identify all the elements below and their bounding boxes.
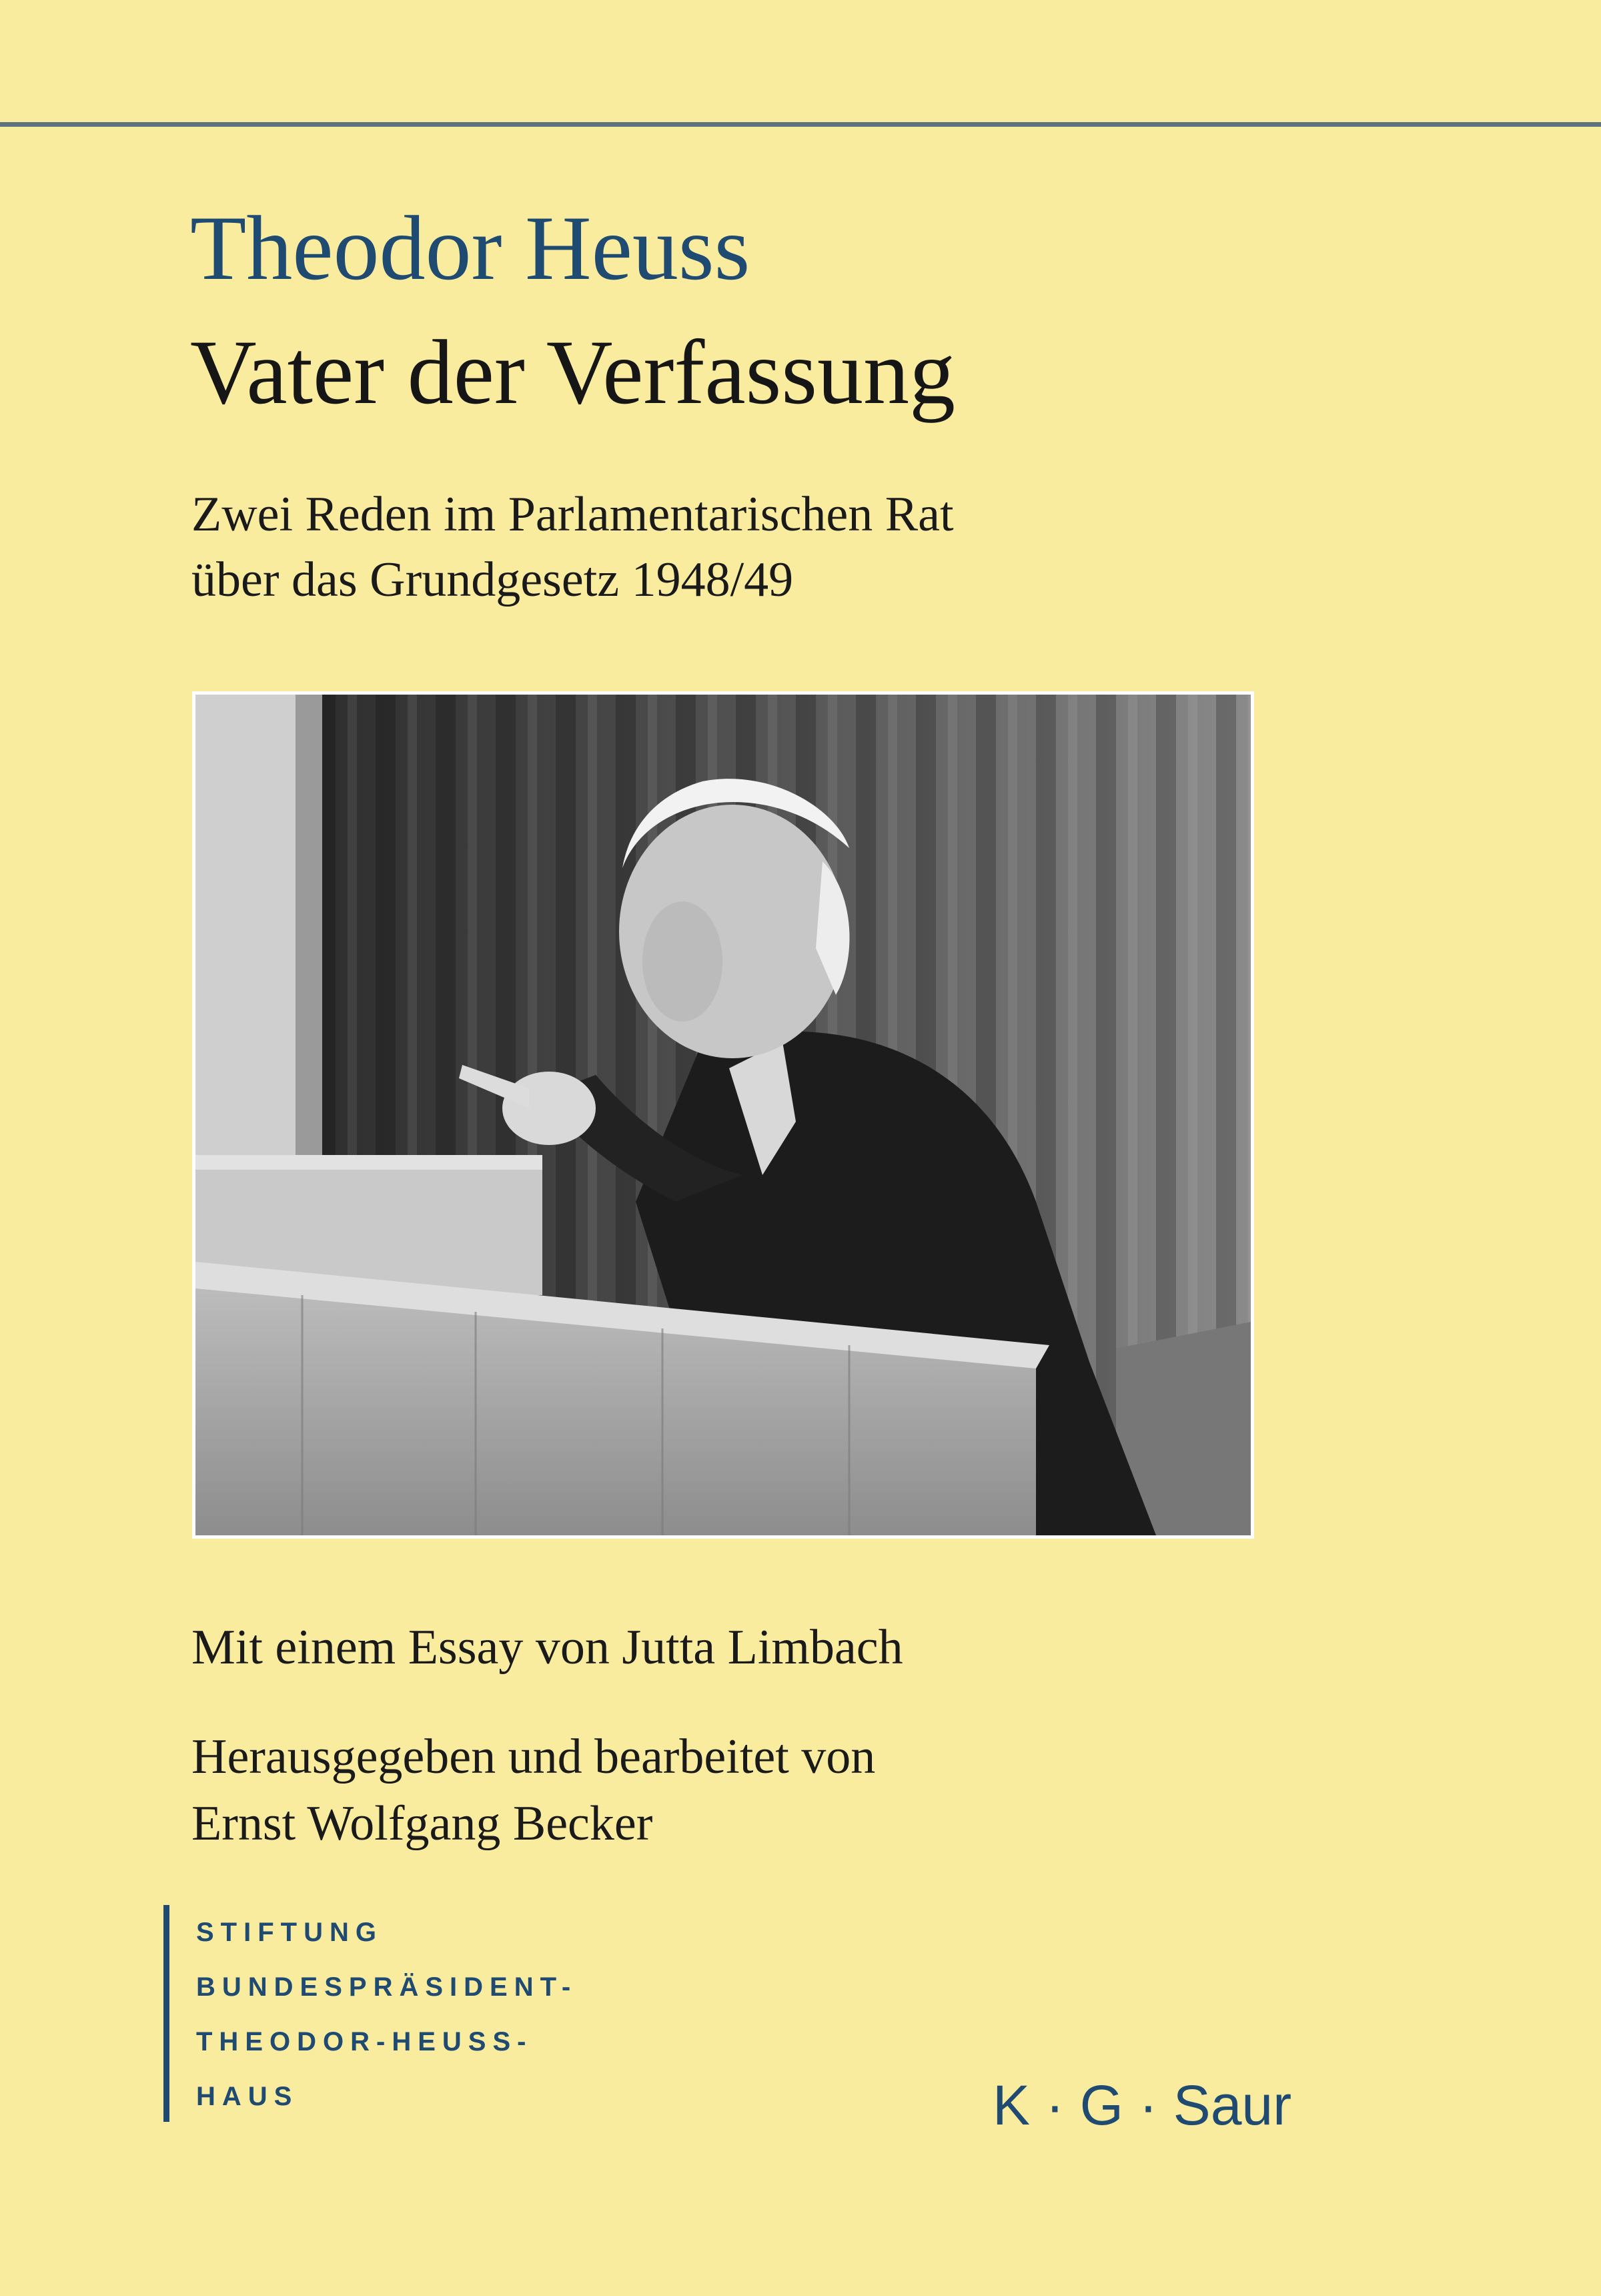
subtitle-line: über das Grundgesetz 1948/49 — [191, 552, 794, 607]
author-name: Theodor Heuss — [190, 197, 750, 299]
book-subtitle — [191, 482, 954, 613]
foundation-logo — [163, 1905, 577, 2122]
publisher-logo: K · G · Saur — [993, 2074, 1292, 2137]
editor-name: Ernst Wolfgang Becker — [191, 1796, 653, 1851]
editor-credit — [191, 1724, 875, 1857]
foundation-line: HAUS — [196, 2082, 299, 2111]
speaker-at-lectern-photo — [195, 695, 1251, 1535]
top-rule — [0, 122, 1601, 127]
subtitle-line: Zwei Reden im Parlamentarischen Rat — [191, 487, 954, 542]
editor-line: Herausgegeben und bearbeitet von — [191, 1730, 876, 1784]
foundation-line: STIFTUNG — [196, 1918, 383, 1947]
book-title: Vater der Verfassung — [190, 321, 956, 423]
essay-credit: Mit einem Essay von Jutta Limbach — [191, 1620, 903, 1675]
foundation-line: BUNDESPRÄSIDENT- — [196, 1972, 578, 2002]
foundation-line: THEODOR-HEUSS- — [196, 2027, 533, 2056]
cover-photo — [192, 691, 1254, 1539]
